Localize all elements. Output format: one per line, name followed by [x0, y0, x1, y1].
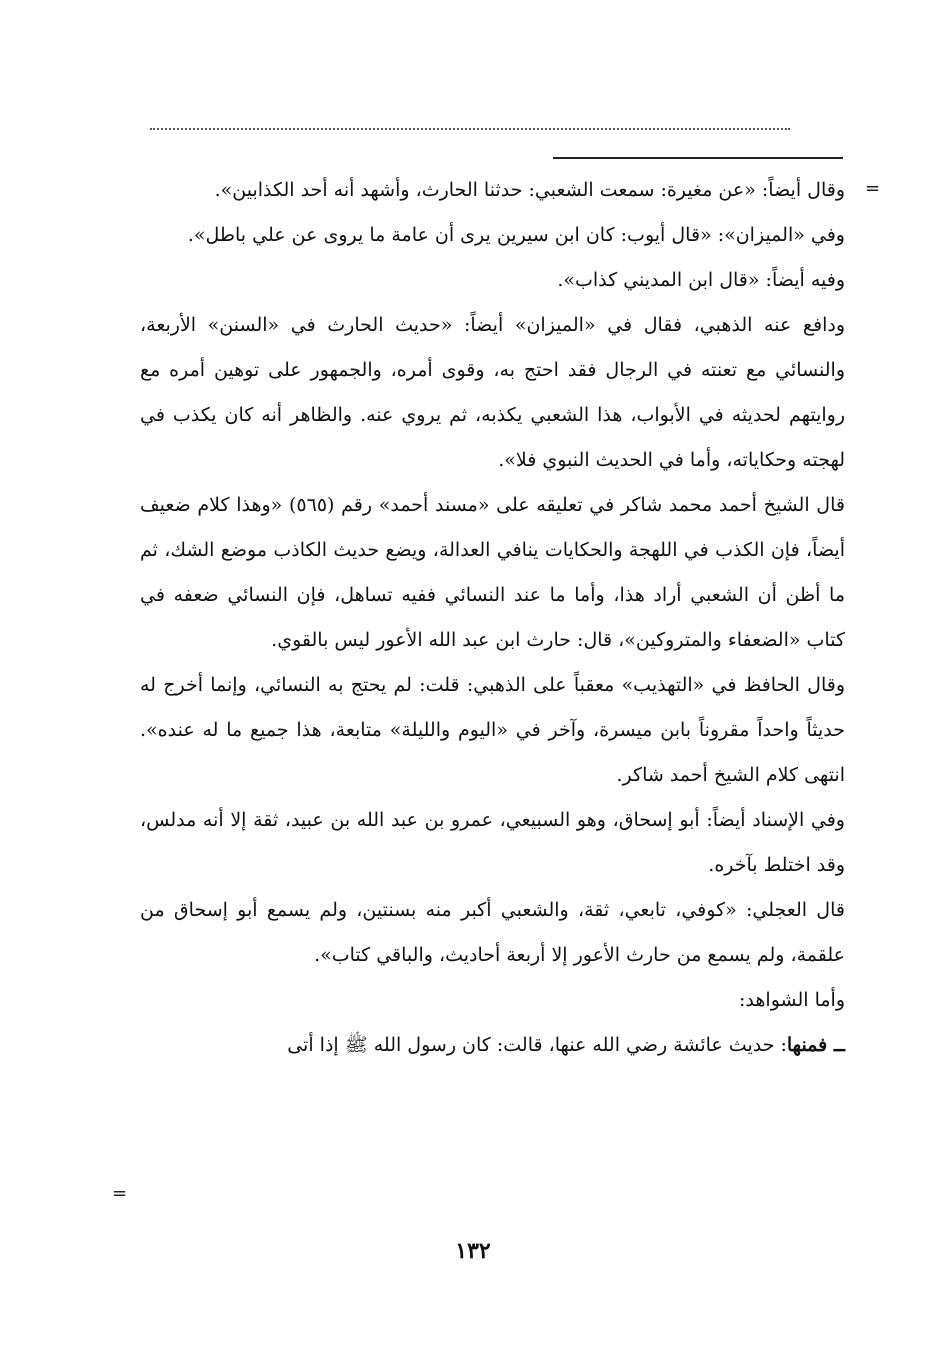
paragraph-mizan-ayyub: وفي «الميزان»: «قال أيوب: كان ابن سيرين يرى أن عامة ما يروى عن علي باطل».	[187, 224, 845, 246]
continuation-mark-top: =	[865, 178, 881, 199]
paragraph-dhahabi-defense: ودافع عنه الذهبي، فقال في «الميزان» أيضاً: «حديث الحارث في «السنن» الأربعة، والنسائي مع تعنته في الرجال فقد احتج به، وقوى أمره، والجمهور على توهين أمره مع روايتهم لحديثه في الأبواب، هذا الشعبي يكذبه، ثم يروي عنه. والظاهر أنه كان يكذب في لهجته وحكاياته، وأما في الحديث النبوي فلا».	[140, 314, 845, 471]
footnote-text-body	[140, 168, 845, 1068]
paragraph-ibn-madini: وفيه أيضاً: «قال ابن المديني كذاب».	[557, 269, 845, 291]
aisha-hadith-text: : حديث عائشة رضي الله عنها، قالت: كان رسول الله ﷺ إذا أتى	[287, 1034, 787, 1056]
header-dotted-line	[150, 128, 790, 130]
paragraph-abu-ishaq: وفي الإسناد أيضاً: أبو إسحاق، وهو السبيعي، عمرو بن عبد الله بن عبيد، ثقة إلا أنه مدلس، وقد اختلط بآخره.	[140, 809, 845, 876]
lead-word: ــ فمنها	[786, 1034, 845, 1056]
footnote-separator-rule	[553, 157, 843, 159]
paragraph-aisha-hadith	[140, 1023, 845, 1068]
paragraph-mughira-quote: وقال أيضاً: «عن مغيرة: سمعت الشعبي: حدثنا الحارث، وأشهد أنه أحد الكذابين».	[214, 179, 845, 201]
paragraph-shawahid-heading: وأما الشواهد:	[739, 989, 845, 1011]
paragraph-hafiz-tahdhib: وقال الحافظ في «التهذيب» معقباً على الذهبي: قلت: لم يحتج به النسائي، وإنما أخرج له حديثاً واحداً مقروناً بابن ميسرة، وآخر في «اليوم والليلة» متابعة، هذا جميع ما له عنده». انتهى كلام الشيخ أحمد شاكر.	[140, 674, 845, 786]
paragraph-ahmad-shakir: قال الشيخ أحمد محمد شاكر في تعليقه على «مسند أحمد» رقم (٥٦٥) «وهذا كلام ضعيف أيضاً، فإن الكذب في اللهجة والحكايات ينافي العدالة، ويضع حديث الكاذب موضع الشك، ثم ما أظن أن الشعبي أراد هذا، وأما ما عند النسائي ففيه تساهل، فإن النسائي ضعفه في كتاب «الضعفاء والمتروكين»، قال: حارث ابن عبد الله الأعور ليس بالقوي.	[140, 494, 845, 651]
paragraph-ijli: قال العجلي: «كوفي، تابعي، ثقة، والشعبي أكبر منه بسنتين، ولم يسمع أبو إسحاق من علقمة، ولم يسمع من حارث الأعور إلا أربعة أحاديث، والباقي كتاب».	[140, 899, 845, 966]
continuation-mark-bottom: =	[112, 1183, 128, 1204]
page-number: ١٣٢	[455, 1238, 491, 1264]
